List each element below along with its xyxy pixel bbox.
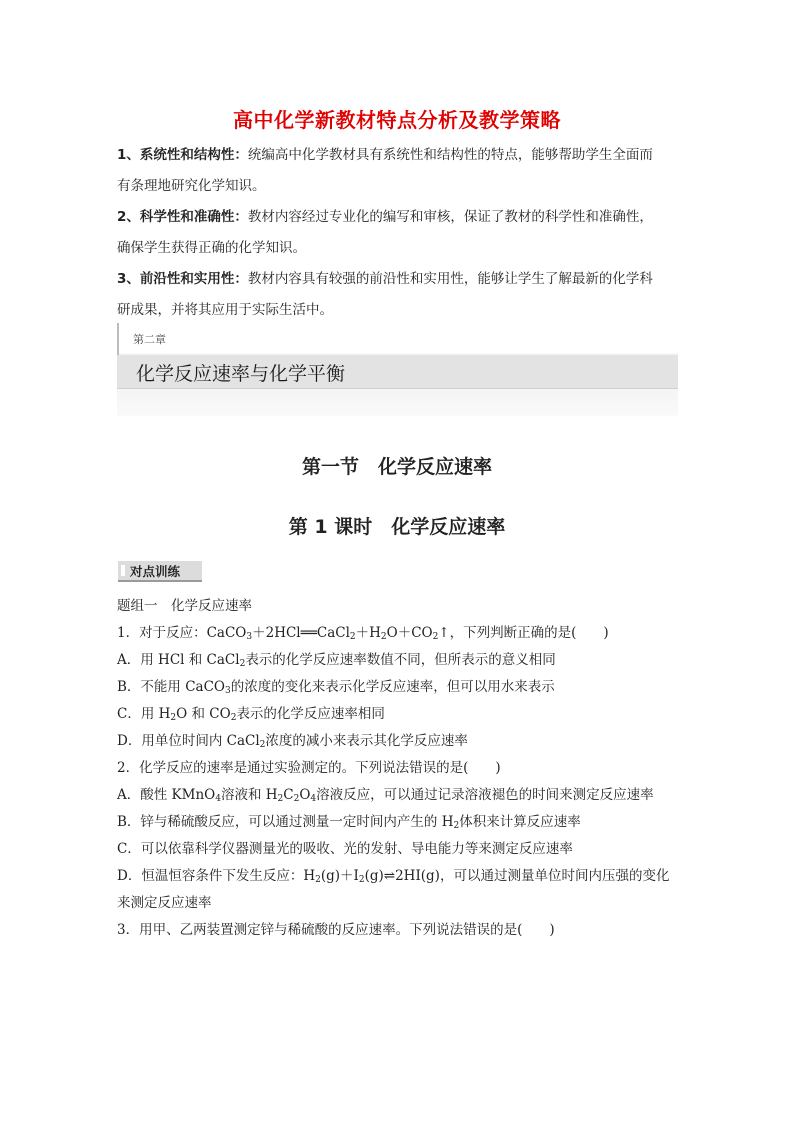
question-1-option-d: D．用单位时间内 CaCl$_2$浓度的减小来表示其化学反应速率 xyxy=(117,733,468,750)
question-1-option-b: B．不能用 CaCO$_3$的浓度的变化来表示化学反应速率，但可以用水来表示 xyxy=(117,679,555,696)
intro-text: 教材内容经过专业化的编写和审核，保证了教材的科学性和准确性， xyxy=(247,209,653,225)
badge-mark xyxy=(121,565,125,576)
page-title: 高中化学新教材特点分析及教学策略 xyxy=(233,108,561,132)
badge-text: 对点训练 xyxy=(130,564,181,579)
intro-text: 统编高中化学教材具有系统性和结构性的特点，能够帮助学生全面而 xyxy=(247,147,653,163)
question-2-option-d: D．恒温恒容条件下发生反应：$H_2(g)+I_2(g)\rightleftharpoons 2HI(g)$，可以通过测量单位时间内压强的变化 xyxy=(117,868,670,885)
question-2-option-a: A．酸性 KMnO$_4$溶液和 $H_2C_2O_4$溶液反应，可以通过记录溶液褪色的时间来测定反应速率 xyxy=(117,787,654,804)
question-2-option-d-cont: 来测定反应速率 xyxy=(117,895,212,911)
section-title: 第一节 化学反应速率 xyxy=(301,456,492,478)
chapter-label: 第二章 xyxy=(133,333,166,346)
intro-item-2 xyxy=(117,202,679,264)
chapter-title: 化学反应速率与化学平衡 xyxy=(136,363,346,385)
question-1-option-a: A．用 HCl 和 CaCl$_2$表示的化学反应速率数值不同，但所表示的意义相同 xyxy=(117,652,556,669)
intro-label: 2、科学性和准确性： xyxy=(117,209,248,225)
question-2-option-b: B．锌与稀硫酸反应，可以通过测量一定时间内产生的 $H_2$体积来计算反应速率 xyxy=(117,814,581,831)
chapter-band xyxy=(117,355,678,389)
intro-item-3 xyxy=(117,264,679,326)
intro-text-cont: 研成果，并将其应用于实际生活中。 xyxy=(117,302,333,318)
intro-text-cont: 有条理地研究化学知识。 xyxy=(117,178,266,194)
question-2-stem: 2．化学反应的速率是通过实验测定的。下列说法错误的是( ) xyxy=(117,760,501,776)
question-1-stem: 1．对于反应：$CaCO_3+2HCl══CaCl_2+H_2O+CO_2↑$，下列判断正确的是( ) xyxy=(117,625,609,642)
intro-item-1 xyxy=(117,140,679,202)
question-3-stem: 3．用甲、乙两装置测定锌与稀硫酸的反应速率。下列说法错误的是( ) xyxy=(117,922,555,938)
intro-text: 教材内容具有较强的前沿性和实用性，能够让学生了解最新的化学科 xyxy=(247,271,653,287)
question-2-option-c: C．可以依靠科学仪器测量光的吸收、光的发射、导电能力等来测定反应速率 xyxy=(117,841,573,857)
lesson-title: 第 1 课时 化学反应速率 xyxy=(288,516,506,538)
question-1-option-c: C．用 $H_2O$ 和 $CO_2$表示的化学反应速率相同 xyxy=(117,706,385,723)
question-list xyxy=(117,593,682,944)
intro-label: 3、前沿性和实用性： xyxy=(117,271,248,287)
practice-badge xyxy=(118,561,202,582)
intro-label: 1、系统性和结构性： xyxy=(117,147,248,163)
chapter-header xyxy=(117,323,678,416)
intro-text-cont: 确保学生获得正确的化学知识。 xyxy=(117,240,306,256)
group-title: 题组一 化学反应速率 xyxy=(117,598,252,614)
